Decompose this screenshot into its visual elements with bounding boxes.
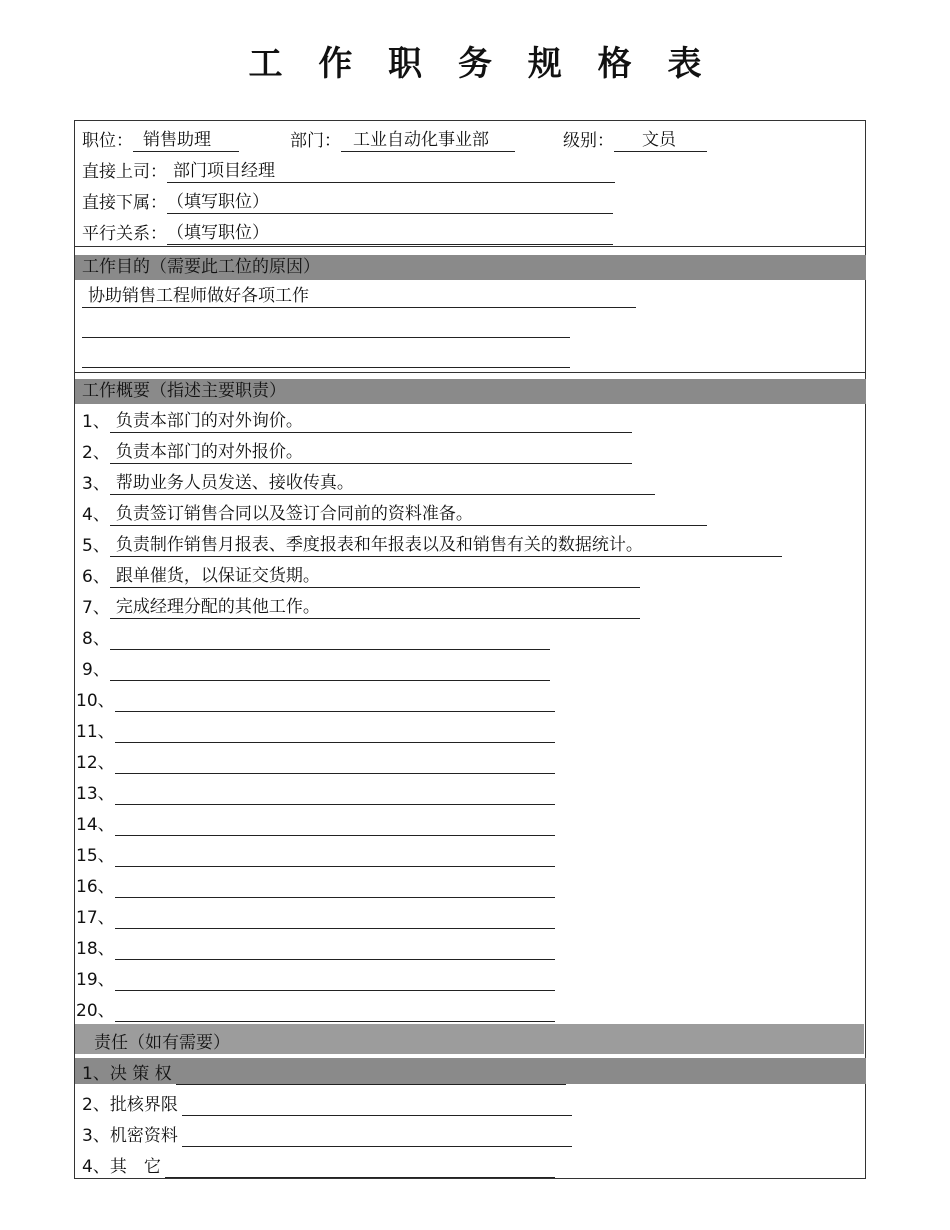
responsibility-item [82,1093,572,1117]
duty-field[interactable] [115,906,555,929]
duty-field[interactable] [115,999,555,1022]
duty-number: 18、 [76,939,115,959]
duty-item [76,751,555,775]
duty-field[interactable]: 负责本部门的对外询价。 [110,410,632,433]
divider [74,372,866,373]
position-label: 职位： [82,131,133,151]
subordinate-field[interactable]: （填写职位） [167,191,613,214]
purpose-heading: 工作目的（需要此工位的原因） [82,257,320,277]
dept-row [290,129,515,153]
duty-item [76,689,555,713]
page-title: 工 作 职 务 规 格 表 [248,44,714,84]
divider [74,246,866,247]
supervisor-field[interactable]: 部门项目经理 [167,160,615,183]
duty-item [82,441,632,465]
duty-field[interactable]: 完成经理分配的其他工作。 [110,596,640,619]
duty-item [82,658,550,682]
duty-item [82,503,707,527]
purpose-blank-line[interactable] [82,367,570,368]
purpose-row [82,285,636,309]
responsibility-item [82,1062,566,1086]
duty-field[interactable] [115,875,555,898]
overview-heading: 工作概要（指述主要职责） [82,381,286,401]
duty-field[interactable] [115,844,555,867]
responsibility-label: 2、批核界限 [82,1095,178,1115]
other-field[interactable] [165,1155,555,1178]
position-field[interactable]: 销售助理 [133,129,239,152]
responsibility-label: 1、决 策 权 [82,1064,172,1084]
parallel-field[interactable]: （填写职位） [167,222,613,245]
duty-number: 5、 [82,536,110,556]
duty-number: 8、 [82,629,110,649]
duty-item [76,782,555,806]
duty-item [82,410,632,434]
duty-field[interactable]: 帮助业务人员发送、接收传真。 [110,472,655,495]
subordinate-row [82,191,613,215]
duty-item [82,596,640,620]
duty-item [76,813,555,837]
duty-item [76,937,555,961]
approval-limit-field[interactable] [182,1093,572,1116]
duty-field[interactable] [110,627,550,650]
duty-number: 19、 [76,970,115,990]
subordinate-label: 直接下属： [82,193,167,213]
responsibility-heading: 责任（如有需要） [94,1033,230,1053]
duty-item [82,472,655,496]
duty-field[interactable]: 负责本部门的对外报价。 [110,441,632,464]
duty-item [82,565,640,589]
duty-number: 9、 [82,660,110,680]
responsibility-label: 4、其 它 [82,1157,161,1177]
duty-number: 10、 [76,691,115,711]
duty-field[interactable] [115,751,555,774]
duty-number: 6、 [82,567,110,587]
duty-field[interactable] [115,689,555,712]
duty-field[interactable] [115,720,555,743]
position-row [82,129,239,153]
duty-field[interactable] [115,937,555,960]
dept-label: 部门： [290,131,341,151]
supervisor-label: 直接上司： [82,162,167,182]
duty-field[interactable]: 负责制作销售月报表、季度报表和年报表以及和销售有关的数据统计。 [110,534,782,557]
level-label: 级别： [563,131,614,151]
duty-number: 13、 [76,784,115,804]
duty-item [82,627,550,651]
duty-item [76,999,555,1023]
confidential-info-field[interactable] [182,1124,572,1147]
duty-item [76,844,555,868]
duty-number: 14、 [76,815,115,835]
duty-number: 1、 [82,412,110,432]
duty-number: 2、 [82,443,110,463]
duty-number: 20、 [76,1001,115,1021]
responsibility-label: 3、机密资料 [82,1126,178,1146]
parallel-label: 平行关系： [82,224,167,244]
duty-field[interactable] [110,658,550,681]
duty-number: 4、 [82,505,110,525]
duty-field[interactable]: 负责签订销售合同以及签订合同前的资料准备。 [110,503,707,526]
level-field[interactable]: 文员 [614,129,707,152]
supervisor-row [82,160,615,184]
duty-number: 15、 [76,846,115,866]
duty-number: 11、 [76,722,115,742]
purpose-field[interactable]: 协助销售工程师做好各项工作 [82,285,636,308]
duty-field[interactable] [115,968,555,991]
duty-number: 12、 [76,753,115,773]
level-row [563,129,707,153]
duty-item [76,720,555,744]
duty-field[interactable]: 跟单催货，以保证交货期。 [110,565,640,588]
dept-field[interactable]: 工业自动化事业部 [341,129,515,152]
duty-item [76,906,555,930]
duty-field[interactable] [115,813,555,836]
responsibility-item [82,1124,572,1148]
duty-number: 7、 [82,598,110,618]
duty-item [76,968,555,992]
purpose-blank-line[interactable] [82,337,570,338]
duty-item [82,534,782,558]
parallel-row [82,222,613,246]
duty-number: 16、 [76,877,115,897]
duty-number: 3、 [82,474,110,494]
responsibility-item [82,1155,555,1179]
duty-field[interactable] [115,782,555,805]
duty-number: 17、 [76,908,115,928]
duty-item [76,875,555,899]
decision-authority-field[interactable] [176,1062,566,1085]
